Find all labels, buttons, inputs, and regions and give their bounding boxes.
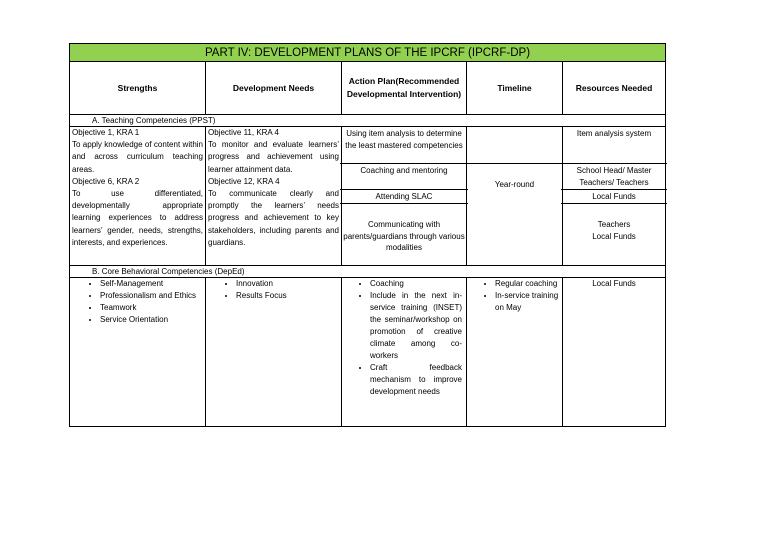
- section-a-timeline: [467, 127, 563, 266]
- strength-objective-text: To use differentiated, developmentally appropriate learning experiences to address learners’ gender, needs, strengths, interests, and experiences.: [72, 189, 203, 247]
- resource-item: Local Funds: [592, 232, 636, 241]
- action-item: Coaching and mentoring: [360, 166, 448, 175]
- list-item: • Teamwork: [100, 302, 203, 314]
- list-item: • Innovation: [236, 278, 339, 290]
- need-objective-heading: Objective 11, KRA 4: [208, 128, 279, 137]
- row-divider: [465, 163, 564, 164]
- section-b-label: B. Core Behavioral Competencies (DepEd): [70, 266, 666, 278]
- list-item: • Regular coaching: [495, 278, 560, 290]
- row-divider: [561, 203, 667, 204]
- resource-item: School Head/ Master Teachers/ Teachers: [576, 166, 652, 187]
- row-divider: [340, 189, 468, 190]
- section-b-timeline: [467, 278, 563, 427]
- development-plan-table: [69, 43, 666, 427]
- timeline-value: Year-round: [494, 180, 535, 189]
- strength-objective-heading: Objective 1, KRA 1: [72, 128, 140, 137]
- strengths-list: [72, 278, 203, 326]
- need-objective-heading: Objective 12, KRA 4: [208, 176, 280, 186]
- section-a-action-plan: [342, 127, 467, 266]
- list-item: • In-service training on May: [495, 290, 560, 314]
- need-objective-text: To communicate clearly and promptly the learners’ needs progress and achievement to key stakeholders, including parents and guardians.: [208, 189, 339, 247]
- section-a-development-needs: [206, 127, 342, 266]
- action-item: Communicating with parents/guardians through various modalities: [343, 220, 465, 252]
- resource-item: Local Funds: [592, 192, 636, 201]
- development-needs-list: [208, 278, 339, 302]
- list-item: • Results Focus: [236, 290, 339, 302]
- list-item: • Service Orientation: [100, 314, 203, 326]
- strength-objective-heading: Objective 6, KRA 2: [72, 176, 140, 186]
- section-b-action-plan: [342, 278, 467, 427]
- section-b-resources: Local Funds: [563, 278, 666, 427]
- header-strengths: Strengths: [70, 62, 206, 115]
- list-item: • Include in the next in-service training (INSET) the seminar/workshop on promotion of creative climate among co-workers: [370, 290, 462, 362]
- row-divider: [561, 189, 667, 190]
- row-divider: [340, 203, 468, 204]
- section-a-label: A. Teaching Competencies (PPST): [70, 115, 666, 127]
- strength-objective-text: To apply knowledge of content within and across curriculum teaching areas.: [72, 140, 203, 174]
- list-item: • Self-Management: [100, 278, 203, 290]
- row-divider: [340, 163, 468, 164]
- section-b-development-needs: [206, 278, 342, 427]
- section-a-resources: [563, 127, 666, 266]
- header-timeline: Timeline: [467, 62, 563, 115]
- action-plan-list: [344, 278, 464, 398]
- section-a-strengths: [70, 127, 206, 266]
- action-item: Using item analysis to determine the least mastered competencies: [345, 129, 463, 150]
- table-title: PART IV: DEVELOPMENT PLANS OF THE IPCRF (IPCRF-DP): [70, 44, 666, 62]
- list-item: • Craft feedback mechanism to improve development needs: [370, 362, 462, 398]
- list-item: • Professionalism and Ethics: [100, 290, 203, 302]
- section-b-strengths: [70, 278, 206, 427]
- row-divider: [561, 163, 667, 164]
- list-item: • Coaching: [370, 278, 462, 290]
- timeline-list: [469, 278, 560, 314]
- resource-item: Item analysis system: [576, 129, 652, 138]
- resource-item: Teachers: [597, 220, 631, 229]
- header-action-plan: Action Plan(Recommended Developmental Intervention): [342, 62, 467, 115]
- header-resources: Resources Needed: [563, 62, 666, 115]
- action-item: Attending SLAC: [375, 192, 433, 201]
- header-development-needs: Development Needs: [206, 62, 342, 115]
- need-objective-text: To monitor and evaluate learners’ progress and achievement using learner attainment data.: [208, 140, 339, 174]
- ipcrf-dp-document: [69, 43, 665, 427]
